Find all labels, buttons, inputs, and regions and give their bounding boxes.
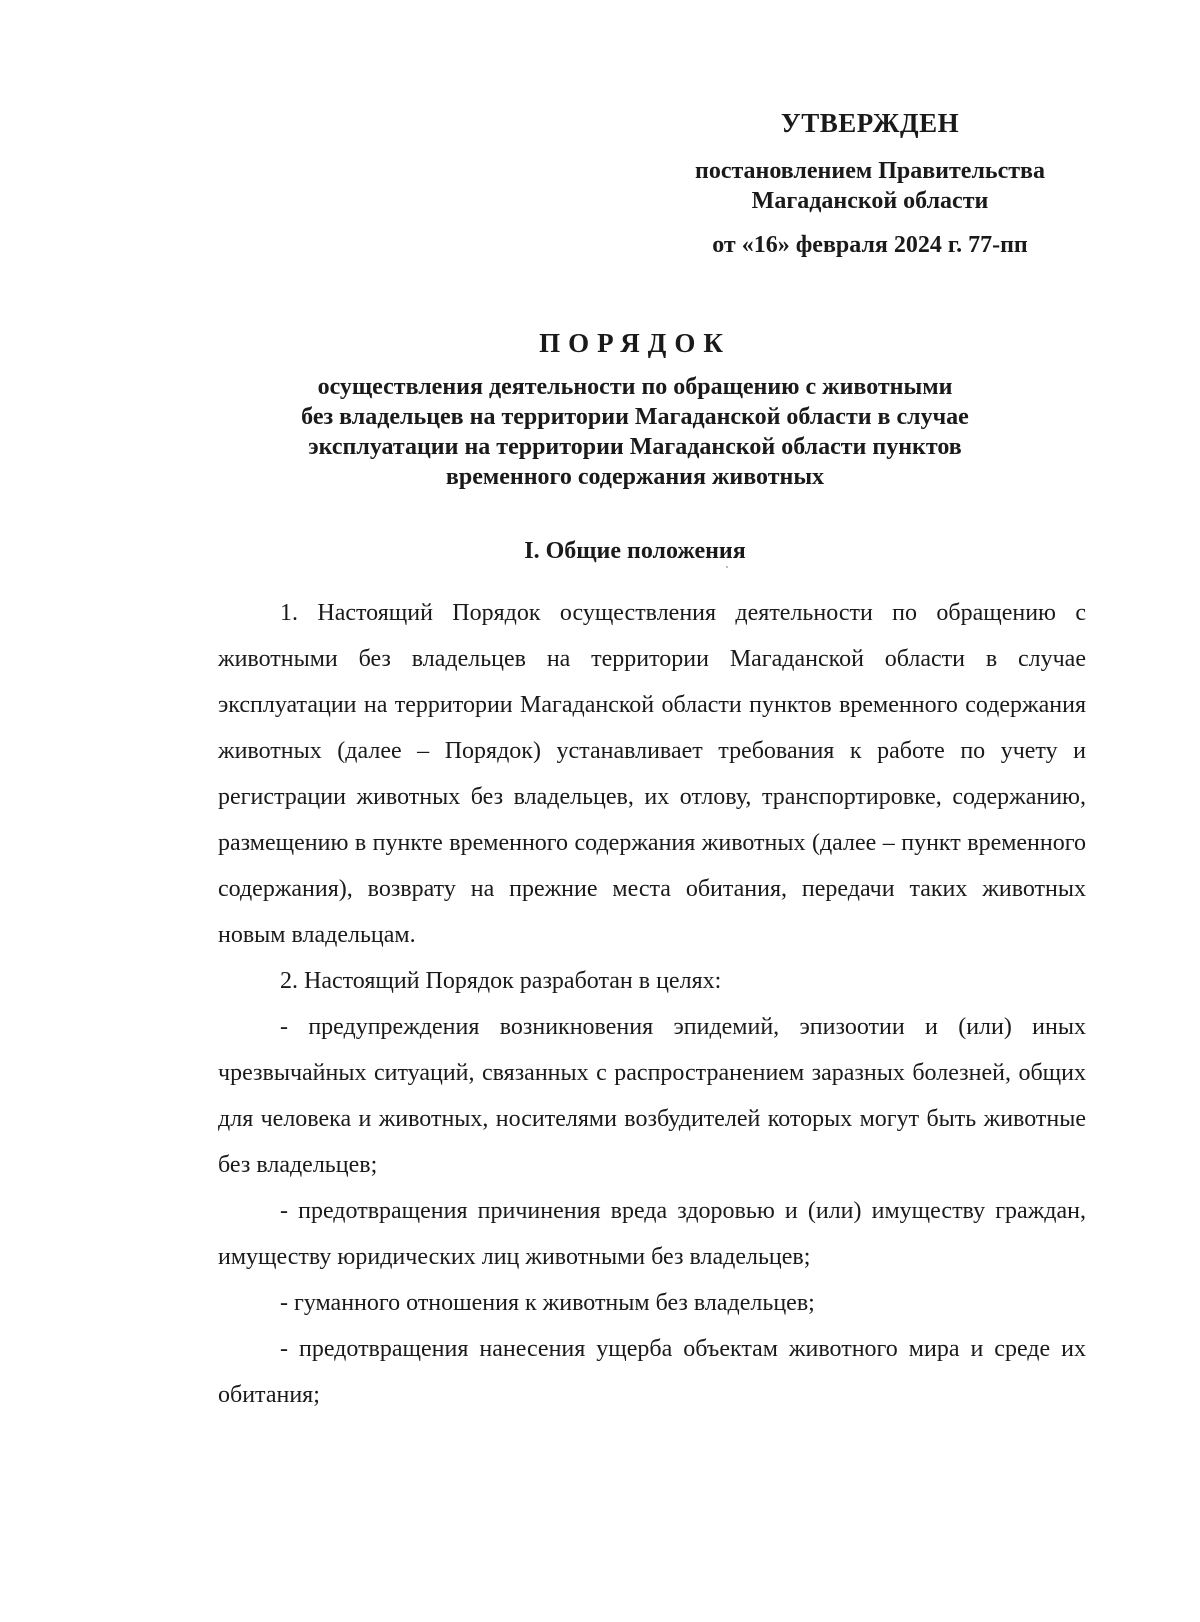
scan-artifact bbox=[726, 566, 728, 568]
subtitle-line: осуществления деятельности по обращению с животными bbox=[317, 374, 953, 400]
paragraph-2: 2. Настоящий Порядок разработан в целях: bbox=[280, 968, 722, 994]
subtitle-line: без владельцев на территории Магаданской области в случае bbox=[301, 404, 969, 430]
list-item: - предупреждения возникновения эпидемий, эпизоотии и (или) иных чрезвычайных ситуаций, связанных с распространением заразных болезней, общих для человека и животных, носителями возбудителей которых могут быть животные без владельцев; bbox=[218, 1014, 1086, 1178]
document-body bbox=[218, 590, 1086, 1418]
document-title: ПОРЯДОК bbox=[539, 328, 731, 358]
list-item: - гуманного отношения к животным без владельцев; bbox=[280, 1290, 815, 1316]
approval-block bbox=[650, 108, 1090, 260]
approval-by-line-2: Магаданской области bbox=[751, 188, 989, 214]
list-item: - предотвращения нанесения ущерба объектам животного мира и среде их обитания; bbox=[218, 1336, 1086, 1408]
list-item: - предотвращения причинения вреда здоровью и (или) имуществу граждан, имуществу юридических лиц животными без владельцев; bbox=[218, 1198, 1086, 1270]
approval-by-line-1: постановлением Правительства bbox=[694, 158, 1045, 184]
paragraph-1: 1. Настоящий Порядок осуществления деятельности по обращению с животными без владельцев на территории Магаданской области в случае эксплуатации на территории Магаданской области пунктов временного содержания животных (далее – Порядок) устанавливает требования к работе по учету и регистрации животных без владельцев, их отлову, транспортировке, содержанию, размещению в пункте временного содержания животных (далее – пункт временного содержания), возврату на прежние места обитания, передачи таких животных новым владельцам. bbox=[218, 600, 1086, 948]
section-heading: I. Общие положения bbox=[524, 538, 746, 564]
subtitle-line: временного содержания животных bbox=[445, 464, 825, 490]
approval-heading: УТВЕРЖДЕН bbox=[780, 108, 960, 138]
subtitle-line: эксплуатации на территории Магаданской области пунктов bbox=[308, 434, 962, 460]
document-subtitle bbox=[230, 372, 1040, 492]
approval-date: от «16» февраля 2024 г. 77-пп bbox=[712, 232, 1028, 258]
